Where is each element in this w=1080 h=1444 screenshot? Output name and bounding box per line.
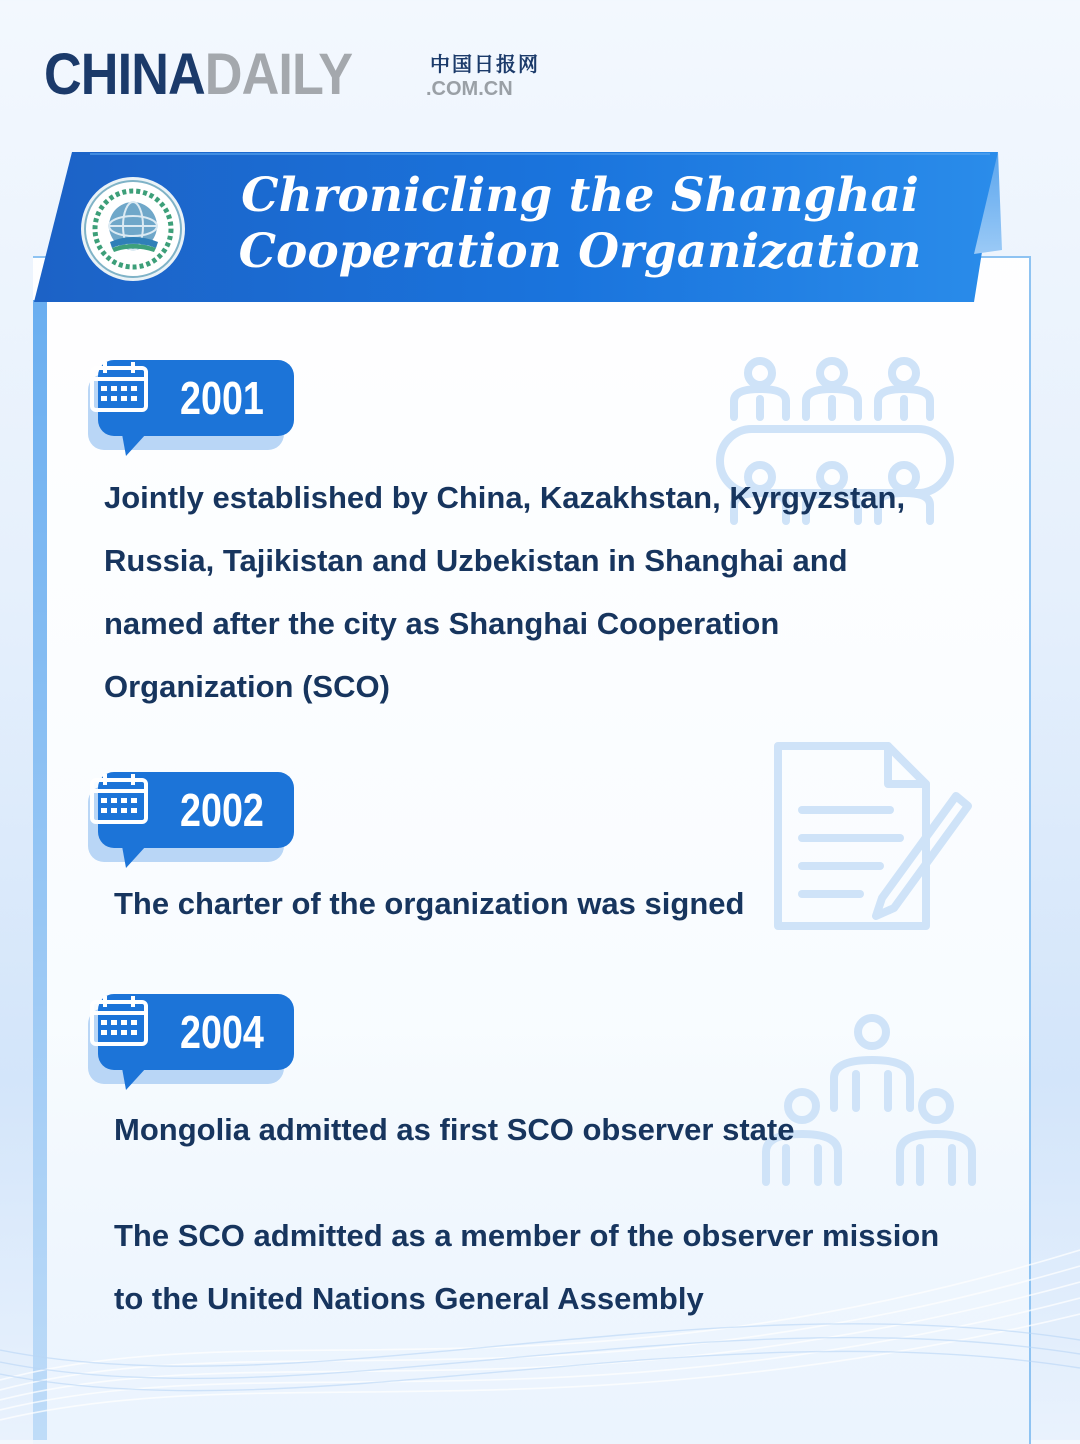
- brand-domain: .COM.CN: [426, 78, 513, 100]
- year-label: 2002: [180, 784, 264, 836]
- title-line-2: Cooperation Organization: [238, 224, 922, 279]
- calendar-icon: [88, 360, 150, 414]
- event-2004-text-2: The SCO admitted as a member of the observer mission to the United Nations General Assembly: [114, 1218, 940, 1316]
- year-badge-2001: [88, 360, 296, 460]
- brand-daily: DAILY: [204, 42, 353, 107]
- event-2004-text-1: Mongolia admitted as first SCO observer state: [114, 1112, 795, 1147]
- year-badge-2002: [88, 772, 296, 872]
- wave-decoration: [0, 1080, 1080, 1440]
- year-label: 2001: [180, 372, 264, 424]
- sco-emblem-icon: [80, 176, 186, 282]
- title-line-1: Chronicling the Shanghai: [241, 168, 919, 223]
- title-banner: [30, 150, 1002, 304]
- brand-chinese: 中国日报网: [430, 52, 540, 76]
- year-label: 2004: [180, 1006, 264, 1058]
- brand-china: CHINA: [44, 42, 205, 107]
- calendar-icon: [88, 994, 150, 1048]
- brand-wordmark: [44, 40, 352, 110]
- event-2002-text: The charter of the organization was signed: [114, 886, 745, 921]
- event-2001-text: Jointly established by China, Kazakhstan, Kyrgyzstan, Russia, Tajikistan and Uzbekistan in Shanghai and named after the city as Shanghai Cooperation Organization (SCO): [104, 480, 906, 704]
- page-title: [200, 168, 960, 280]
- calendar-icon: [88, 772, 150, 826]
- year-badge-2004: [88, 994, 296, 1094]
